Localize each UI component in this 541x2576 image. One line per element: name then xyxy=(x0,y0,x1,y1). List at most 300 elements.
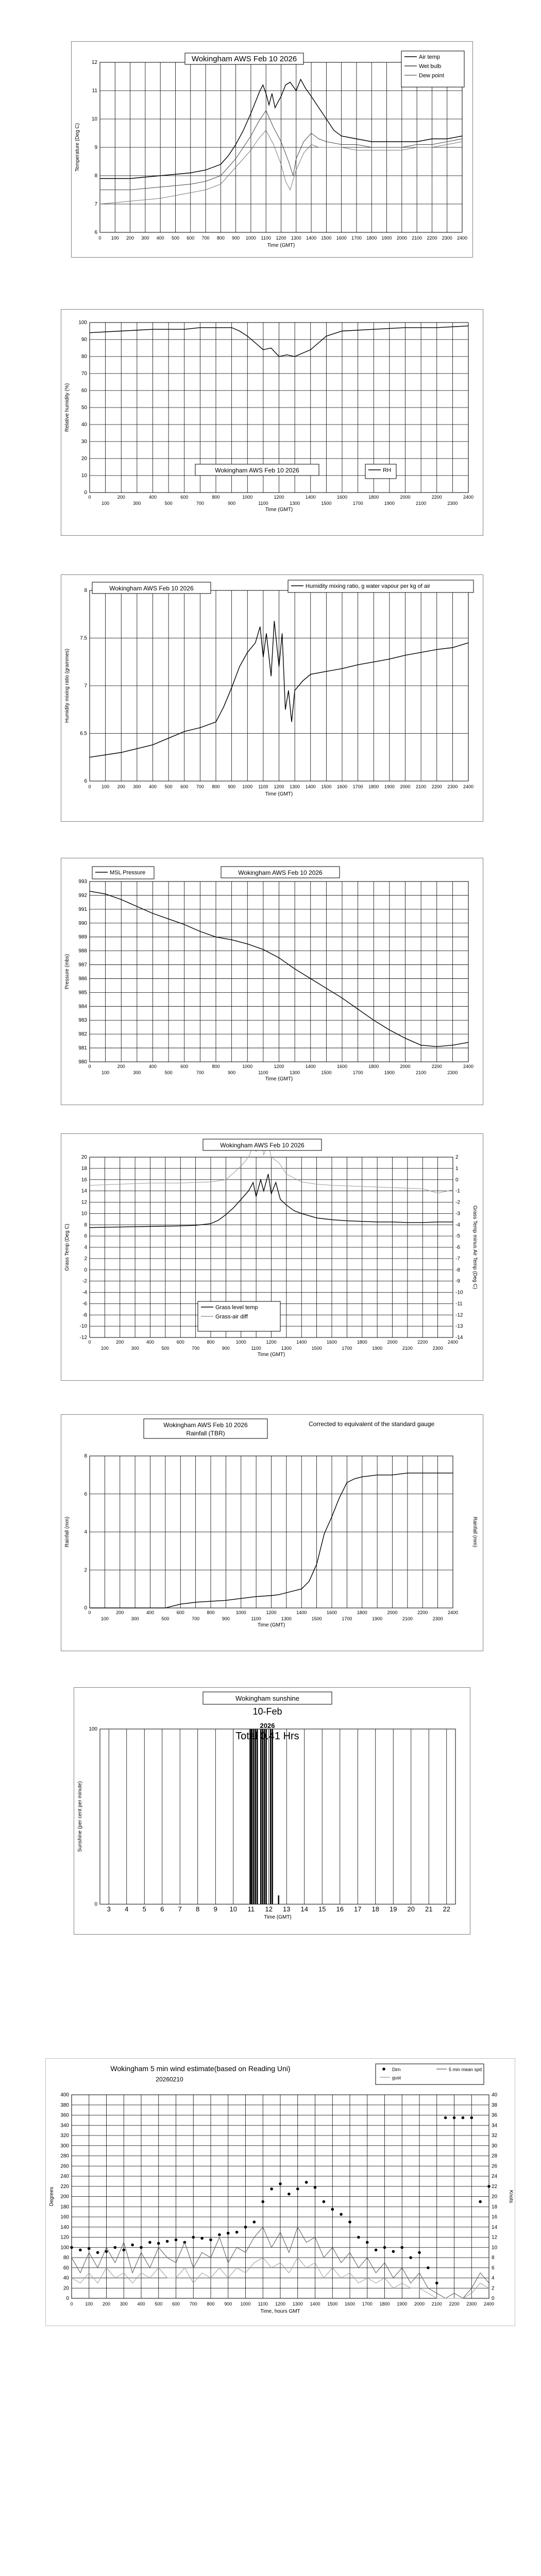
grass-temperature-chart xyxy=(61,1134,483,1380)
x-axis-label: Time, hours GMT xyxy=(260,2309,300,2314)
x-tick-label: 1500 xyxy=(321,235,332,241)
x-tick-label: 15 xyxy=(318,1905,326,1913)
y-tick-label: 6 xyxy=(84,778,87,784)
x-tick-label: 1900 xyxy=(397,2301,408,2307)
x-tick-label: 400 xyxy=(148,784,157,789)
y-tick-label: 12 xyxy=(91,60,97,65)
x-tick-label: 700 xyxy=(189,2301,197,2307)
y-right-tick-label: -9 xyxy=(455,1278,460,1284)
x-tick-label: 0 xyxy=(88,784,91,789)
y-right-tick-label: 16 xyxy=(492,2214,498,2220)
y-tick-label: 20 xyxy=(81,1155,87,1160)
y-tick-label: -12 xyxy=(79,1335,87,1341)
x-tick-label: 2000 xyxy=(396,235,407,241)
x-tick-label: 1800 xyxy=(368,495,379,500)
y-tick-label: 6 xyxy=(94,230,97,235)
plot-area-frame xyxy=(100,1729,455,1904)
y-right-tick-label: 38 xyxy=(492,2102,498,2108)
y-right-tick-label: 32 xyxy=(492,2133,498,2139)
y-right-tick-label: 10 xyxy=(492,2245,498,2251)
pressure-chart-panel xyxy=(61,858,483,1105)
x-tick-label: 600 xyxy=(180,784,189,789)
data-point xyxy=(70,2246,73,2249)
chart-title: Wokingham sunshine xyxy=(235,1694,300,1702)
x-tick-label: 1800 xyxy=(368,1064,379,1069)
data-point xyxy=(270,2188,273,2191)
chart-subtitle: 20260210 xyxy=(156,2076,183,2083)
x-tick-label: 19 xyxy=(390,1905,397,1913)
y-right-tick-label: 40 xyxy=(492,2092,498,2098)
x-tick-label: 600 xyxy=(187,235,195,241)
x-tick-label: 800 xyxy=(216,235,225,241)
data-point xyxy=(96,2251,99,2254)
x-tick-label: 1100 xyxy=(258,1070,268,1075)
y-tick-label: 16 xyxy=(81,1177,87,1183)
x-tick-label: 1300 xyxy=(290,1070,300,1075)
x-tick-label: 2400 xyxy=(463,1064,474,1069)
y-tick-label: -6 xyxy=(82,1301,87,1307)
x-tick-label: 2100 xyxy=(402,1346,413,1351)
x-axis-label: Time (GMT) xyxy=(267,243,295,248)
y-tick-label: 100 xyxy=(60,2245,69,2251)
data-point xyxy=(209,2239,212,2242)
x-tick-label: 700 xyxy=(192,1346,200,1351)
x-tick-label: 1400 xyxy=(305,784,316,789)
chart-year: 2026 xyxy=(260,1722,275,1730)
x-tick-label: 700 xyxy=(192,1616,200,1621)
y-tick-label: 993 xyxy=(78,879,87,885)
x-tick-label: 1400 xyxy=(310,2301,320,2307)
x-tick-label: 600 xyxy=(176,1610,184,1615)
x-tick-label: 1400 xyxy=(305,495,316,500)
data-point xyxy=(244,2226,247,2229)
y-tick-label: 280 xyxy=(60,2153,69,2159)
y-tick-label: -10 xyxy=(79,1324,87,1330)
y-tick-label: 6.5 xyxy=(80,731,87,737)
data-point xyxy=(148,2241,151,2244)
y-tick-label: 90 xyxy=(81,337,87,343)
x-tick-label: 300 xyxy=(131,1346,139,1351)
y-tick-label: 11 xyxy=(92,88,97,94)
x-tick-label: 1400 xyxy=(296,1340,307,1345)
legend-label: Grass-air diff xyxy=(215,1314,248,1320)
legend-swatch xyxy=(382,2067,385,2071)
x-tick-label: 1500 xyxy=(311,1616,322,1621)
x-tick-label: 1800 xyxy=(357,1340,367,1345)
x-tick-label: 100 xyxy=(100,1346,109,1351)
y-tick-label: 8 xyxy=(94,173,97,179)
x-tick-label: 2300 xyxy=(442,235,452,241)
y-tick-label: 4 xyxy=(84,1245,87,1250)
x-tick-label: 600 xyxy=(176,1340,184,1345)
x-tick-label: 1300 xyxy=(291,235,301,241)
x-tick-label: 300 xyxy=(133,784,141,789)
mixing-ratio-chart xyxy=(61,575,483,821)
data-point xyxy=(157,2242,160,2245)
data-point xyxy=(279,2182,282,2185)
data-point xyxy=(340,2213,343,2216)
rainfall-chart xyxy=(61,1415,483,1651)
y-tick-label: 40 xyxy=(81,422,87,428)
data-point xyxy=(479,2200,482,2204)
gridlines xyxy=(90,882,468,1062)
data-point xyxy=(122,2248,125,2251)
y-tick-label: 300 xyxy=(60,2143,69,2149)
x-tick-label: 1600 xyxy=(326,1340,337,1345)
x-tick-label: 800 xyxy=(207,2301,215,2307)
data-point xyxy=(357,2236,360,2239)
x-tick-label: 1200 xyxy=(274,1064,284,1069)
x-tick-label: 900 xyxy=(228,784,236,789)
x-tick-label: 200 xyxy=(117,1064,125,1069)
chart-note: Corrected to equivalent of the standard gauge xyxy=(309,1420,435,1428)
x-tick-label: 1500 xyxy=(321,784,332,789)
x-tick-label: 700 xyxy=(196,1070,204,1075)
x-tick-label: 17 xyxy=(354,1905,362,1913)
x-tick-label: 0 xyxy=(88,1610,91,1615)
data-point xyxy=(105,2250,108,2253)
data-point xyxy=(444,2116,447,2120)
x-tick-label: 500 xyxy=(164,1070,173,1075)
y-tick-label: 991 xyxy=(78,906,87,912)
chart-title: Wokingham AWS Feb 10 2026 xyxy=(220,1142,305,1149)
x-tick-label: 700 xyxy=(196,784,204,789)
y-tick-label: 2 xyxy=(84,1567,87,1573)
rainfall-chart-panel xyxy=(61,1414,483,1651)
data-point xyxy=(218,2233,221,2236)
x-tick-label: 2100 xyxy=(416,501,427,506)
x-tick-label: 1700 xyxy=(352,501,363,506)
y-tick-label: 984 xyxy=(78,1004,87,1010)
x-tick-label: 13 xyxy=(283,1905,291,1913)
x-tick-label: 2400 xyxy=(457,235,468,241)
x-tick-label: 2400 xyxy=(447,1610,459,1615)
x-tick-label: 11 xyxy=(247,1905,255,1913)
x-tick-label: 500 xyxy=(155,2301,163,2307)
x-tick-label: 400 xyxy=(146,1610,155,1615)
x-tick-label: 3 xyxy=(107,1905,111,1913)
x-tick-label: 9 xyxy=(213,1905,217,1913)
x-tick-label: 500 xyxy=(164,501,173,506)
y-tick-label: 6 xyxy=(84,1491,87,1497)
x-tick-label: 900 xyxy=(222,1346,230,1351)
y-tick-label: 400 xyxy=(60,2092,69,2098)
x-tick-label: 100 xyxy=(111,235,119,241)
y-right-tick-label: -5 xyxy=(455,1233,460,1240)
x-tick-label: 900 xyxy=(232,235,240,241)
x-tick-label: 1500 xyxy=(311,1346,322,1351)
y-right-tick-label: 14 xyxy=(492,2224,498,2230)
x-tick-label: 2100 xyxy=(416,784,427,789)
x-tick-label: 200 xyxy=(117,495,125,500)
y-right-tick-label: 4 xyxy=(492,2275,495,2281)
y-right-tick-label: -10 xyxy=(455,1290,463,1296)
y-right-tick-label: -12 xyxy=(455,1312,463,1318)
y-tick-label: 7 xyxy=(94,201,97,207)
y-tick-label: 985 xyxy=(78,990,87,996)
y-right-tick-label: 12 xyxy=(492,2234,498,2241)
x-tick-label: 2100 xyxy=(412,235,422,241)
x-tick-label: 800 xyxy=(207,1340,215,1345)
y-right-tick-label: 20 xyxy=(492,2194,498,2200)
data-point xyxy=(331,2208,334,2211)
x-tick-label: 2300 xyxy=(432,1346,443,1351)
data-point xyxy=(227,2232,230,2235)
x-tick-label: 1400 xyxy=(306,235,317,241)
y-axis-label: Rainfall (mm) xyxy=(64,1516,70,1548)
x-tick-label: 21 xyxy=(425,1905,433,1913)
x-tick-label: 2400 xyxy=(463,784,474,789)
legend-label: gust xyxy=(392,2075,401,2080)
x-tick-label: 900 xyxy=(228,501,236,506)
x-tick-label: 1900 xyxy=(384,784,395,789)
x-tick-label: 1100 xyxy=(251,1346,261,1351)
y-right-tick-label: -14 xyxy=(455,1335,463,1341)
y-tick-label: 12 xyxy=(81,1199,87,1206)
x-axis-label: Time (GMT) xyxy=(265,507,293,513)
data-point xyxy=(470,2116,473,2120)
x-tick-label: 100 xyxy=(102,501,110,506)
x-tick-label: 1600 xyxy=(336,784,348,789)
data-point xyxy=(192,2236,195,2239)
grass-temperature-chart-panel xyxy=(61,1133,483,1381)
y-right-tick-label: 1 xyxy=(455,1165,459,1172)
y-tick-label: 992 xyxy=(78,892,87,899)
y-tick-label: 20 xyxy=(63,2285,69,2292)
data-point xyxy=(409,2256,412,2259)
x-tick-label: 800 xyxy=(212,1064,220,1069)
x-tick-label: 1800 xyxy=(357,1610,367,1615)
legend-label: Air temp xyxy=(419,54,440,60)
data-point xyxy=(366,2241,369,2244)
y-right-tick-label: 22 xyxy=(492,2183,498,2190)
x-tick-label: 1600 xyxy=(336,495,348,500)
y-tick-label: 340 xyxy=(60,2123,69,2129)
y-right-tick-label: 6 xyxy=(492,2265,495,2271)
y-right-tick-label: -1 xyxy=(455,1188,460,1194)
x-tick-label: 1600 xyxy=(326,1610,337,1615)
x-tick-label: 300 xyxy=(120,2301,128,2307)
legend-label: 5 min mean spd xyxy=(449,2067,482,2072)
x-tick-label: 400 xyxy=(156,235,164,241)
x-tick-label: 2400 xyxy=(483,2301,495,2307)
gridlines xyxy=(90,1456,453,1608)
chart-title: Wokingham 5 min wind estimate(based on Reading Uni) xyxy=(110,2064,291,2073)
y-tick-label: 40 xyxy=(63,2275,69,2281)
x-tick-label: 1300 xyxy=(292,2301,303,2307)
x-tick-label: 2100 xyxy=(402,1616,413,1621)
chart-title: Wokingham AWS Feb 10 2026 xyxy=(191,55,297,63)
x-tick-label: 1100 xyxy=(258,2301,268,2307)
y-tick-label: 20 xyxy=(81,456,87,462)
x-tick-label: 1900 xyxy=(384,1070,395,1075)
sunshine-chart xyxy=(74,1688,470,1934)
data-point xyxy=(392,2250,395,2253)
x-tick-label: 2000 xyxy=(400,784,411,789)
y-right-tick-label: -6 xyxy=(455,1245,460,1250)
x-tick-label: 500 xyxy=(161,1616,170,1621)
x-tick-label: 1100 xyxy=(251,1616,261,1621)
x-tick-label: 2100 xyxy=(431,2301,442,2307)
y-tick-label: 60 xyxy=(81,388,87,394)
x-tick-label: 1900 xyxy=(372,1616,383,1621)
x-tick-label: 2400 xyxy=(447,1340,459,1345)
x-tick-label: 500 xyxy=(164,784,173,789)
x-axis-label: Time (GMT) xyxy=(265,791,293,797)
gridlines xyxy=(90,590,468,781)
y-tick-label: 988 xyxy=(78,948,87,954)
x-tick-label: 2200 xyxy=(431,495,442,500)
y-tick-label: 9 xyxy=(94,145,97,150)
y-tick-label: 2 xyxy=(84,1256,87,1262)
data-point xyxy=(427,2266,430,2269)
chart-subtitle: Rainfall (TBR) xyxy=(186,1430,225,1437)
x-tick-label: 0 xyxy=(88,495,91,500)
x-tick-label: 2300 xyxy=(447,784,458,789)
y-tick-label: 8 xyxy=(84,1222,87,1228)
legend-label: RH xyxy=(383,467,391,473)
legend-label: Dirn xyxy=(392,2067,401,2072)
y-axis-label: Degrees xyxy=(49,2187,55,2207)
y-tick-label: -4 xyxy=(82,1290,87,1296)
temperature-chart xyxy=(72,42,472,257)
x-tick-label: 10 xyxy=(229,1905,237,1913)
y-tick-label: 260 xyxy=(60,2163,69,2170)
y-tick-label: 60 xyxy=(63,2265,69,2271)
y-tick-label: 160 xyxy=(60,2214,69,2220)
x-tick-label: 400 xyxy=(137,2301,145,2307)
y-tick-label: 100 xyxy=(89,1726,97,1732)
x-tick-label: 1100 xyxy=(258,501,268,506)
x-tick-label: 900 xyxy=(224,2301,232,2307)
y-tick-label: 200 xyxy=(60,2194,69,2200)
sunshine-chart-panel xyxy=(74,1687,470,1935)
wind-chart-panel xyxy=(45,2058,515,2326)
y-right-tick-label: -8 xyxy=(455,1267,460,1273)
x-tick-label: 1400 xyxy=(296,1610,307,1615)
chart-title: Wokingham AWS Feb 10 2026 xyxy=(215,467,299,474)
data-point xyxy=(140,2246,143,2249)
x-tick-label: 18 xyxy=(371,1905,379,1913)
x-tick-label: 2300 xyxy=(432,1616,443,1621)
x-tick-label: 2000 xyxy=(414,2301,425,2307)
y-right-tick-label: 18 xyxy=(492,2204,498,2210)
x-tick-label: 1800 xyxy=(379,2301,390,2307)
data-point xyxy=(487,2185,491,2188)
x-tick-label: 0 xyxy=(70,2301,73,2307)
gridlines xyxy=(72,2095,489,2298)
gridlines xyxy=(100,62,462,232)
wind-chart xyxy=(46,2059,515,2326)
y-right-tick-label: 34 xyxy=(492,2123,498,2129)
y-axis-label: Sunshine (per cent per minute) xyxy=(77,1781,83,1852)
data-point xyxy=(200,2237,204,2240)
chart-title: Wokingham AWS Feb 10 2026 xyxy=(238,869,323,876)
y-tick-label: 0 xyxy=(84,1605,87,1611)
y-right-axis-label: Grass Temp minus Air Temp (Deg C) xyxy=(472,1205,478,1290)
data-point xyxy=(288,2193,291,2196)
x-axis-label: Time (GMT) xyxy=(257,1622,285,1628)
temperature-chart-panel xyxy=(71,41,473,258)
data-point xyxy=(235,2231,239,2234)
y-tick-label: 8 xyxy=(84,588,87,594)
chart-title: Wokingham AWS Feb 10 2026 xyxy=(163,1421,248,1429)
x-tick-label: 1300 xyxy=(281,1346,292,1351)
x-tick-label: 100 xyxy=(102,1070,110,1075)
y-tick-label: 990 xyxy=(78,920,87,926)
x-tick-label: 900 xyxy=(228,1070,236,1075)
pressure-chart xyxy=(61,858,483,1105)
gridlines xyxy=(100,1729,455,1904)
data-point xyxy=(296,2188,299,2191)
y-tick-label: 320 xyxy=(60,2133,69,2139)
y-tick-label: 70 xyxy=(81,371,87,377)
x-tick-label: 20 xyxy=(407,1905,415,1913)
y-tick-label: 7.5 xyxy=(80,635,87,641)
x-tick-label: 400 xyxy=(148,1064,157,1069)
y-right-tick-label: 0 xyxy=(492,2296,495,2301)
x-tick-label: 1200 xyxy=(266,1340,277,1345)
x-tick-label: 1500 xyxy=(327,2301,338,2307)
legend-label: Humidity mixing ratio, g water vapour per kg of air xyxy=(306,583,431,589)
y-tick-label: 380 xyxy=(60,2102,69,2108)
chart-date: 10-Feb xyxy=(252,1706,282,1717)
y-right-tick-label: 26 xyxy=(492,2163,498,2170)
y-tick-label: 30 xyxy=(81,439,87,445)
x-tick-label: 1300 xyxy=(290,784,300,789)
x-tick-label: 1500 xyxy=(321,501,332,506)
y-tick-label: 10 xyxy=(81,1211,87,1217)
legend-label: Dew point xyxy=(419,73,444,79)
y-tick-label: -8 xyxy=(82,1312,87,1318)
x-tick-label: 1100 xyxy=(261,235,271,241)
y-tick-label: 80 xyxy=(63,2255,69,2261)
x-tick-label: 100 xyxy=(102,784,110,789)
x-tick-label: 1300 xyxy=(290,501,300,506)
legend-box xyxy=(365,464,396,479)
x-tick-label: 300 xyxy=(131,1616,139,1621)
x-tick-label: 1000 xyxy=(245,235,256,241)
data-point xyxy=(79,2248,82,2251)
y-axis-label: Pressure (mbs) xyxy=(64,954,70,990)
data-point xyxy=(383,2246,386,2249)
x-tick-label: 1200 xyxy=(275,2301,286,2307)
x-tick-label: 1200 xyxy=(266,1610,277,1615)
y-right-tick-label: 24 xyxy=(492,2174,498,2179)
y-right-tick-label: -4 xyxy=(455,1222,460,1228)
x-tick-label: 300 xyxy=(133,501,141,506)
x-tick-label: 100 xyxy=(85,2301,93,2307)
y-tick-label: 80 xyxy=(81,354,87,360)
x-tick-label: 700 xyxy=(201,235,210,241)
x-tick-label: 100 xyxy=(100,1616,109,1621)
y-right-tick-label: 2 xyxy=(455,1155,459,1160)
x-tick-label: 2000 xyxy=(387,1610,398,1615)
data-point xyxy=(418,2251,421,2254)
y-right-tick-label: 8 xyxy=(492,2255,495,2261)
x-tick-label: 1100 xyxy=(258,784,268,789)
y-tick-label: 100 xyxy=(78,320,87,326)
x-tick-label: 200 xyxy=(117,784,125,789)
y-tick-label: 986 xyxy=(78,976,87,982)
x-tick-label: 200 xyxy=(126,235,134,241)
data-point xyxy=(323,2200,326,2204)
x-tick-label: 1400 xyxy=(305,1064,316,1069)
data-point xyxy=(375,2248,378,2251)
x-tick-label: 400 xyxy=(148,495,157,500)
y-right-tick-label: 0 xyxy=(455,1177,459,1183)
y-right-tick-label: -7 xyxy=(455,1256,460,1262)
